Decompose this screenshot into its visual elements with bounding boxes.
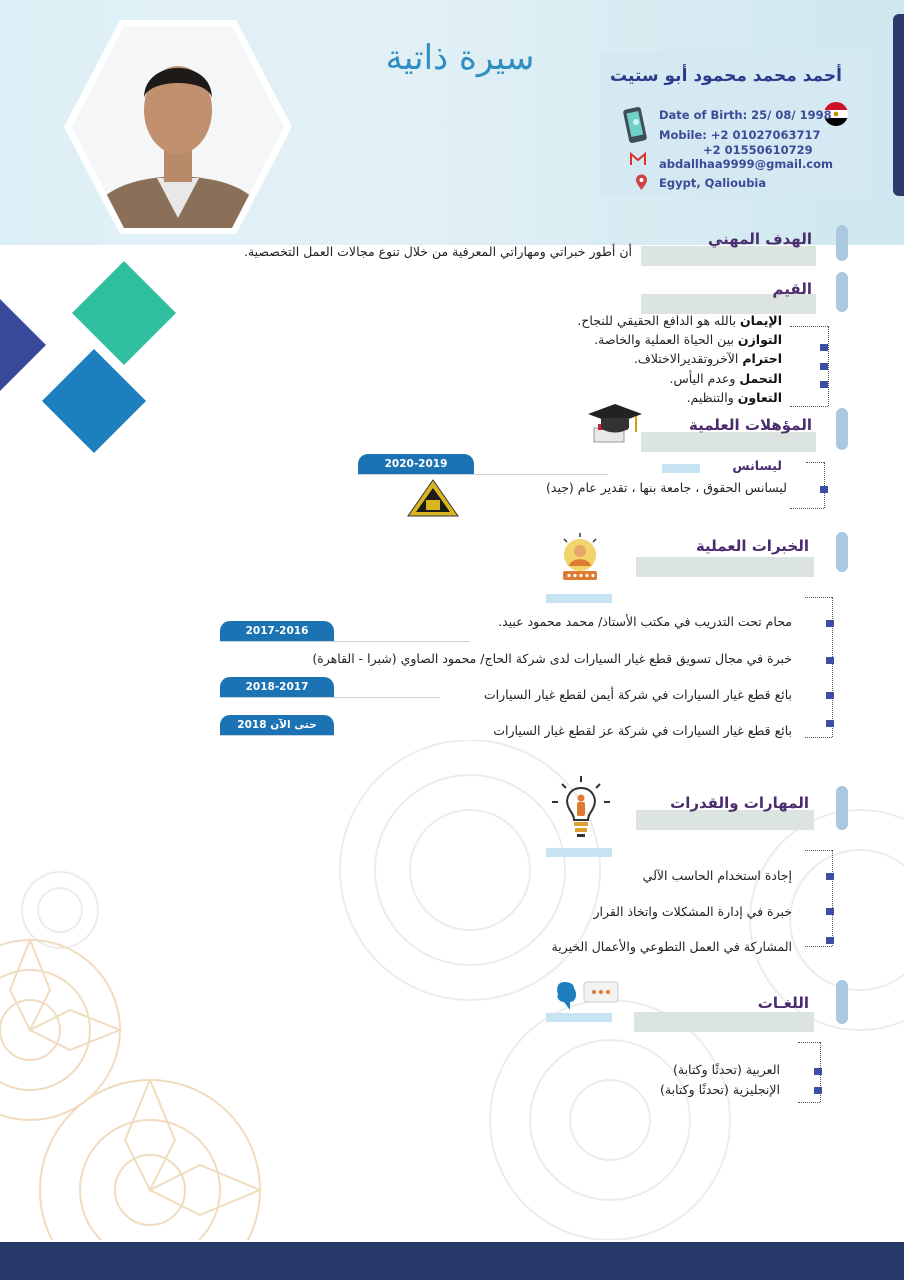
experience-item: بائع قطع غيار السيارات في شركة أيمن لقطع غيار السيارات bbox=[483, 687, 792, 702]
values-marker bbox=[836, 272, 848, 312]
footer-band bbox=[0, 1242, 904, 1280]
languages-marker bbox=[836, 980, 848, 1024]
experience-heading-bar bbox=[636, 557, 814, 577]
phone-icon bbox=[620, 107, 650, 145]
location-pin-icon bbox=[635, 174, 648, 191]
values-timeline-top bbox=[790, 326, 828, 327]
graduation-cap-icon bbox=[586, 404, 644, 446]
experience-item: خبرة في مجال تسويق قطع غيار السيارات لدى شركة الحاج/ محمود الصاوي (شبرا - القاهرة) bbox=[312, 651, 792, 666]
education-year-badge: 2020-2019 bbox=[358, 454, 474, 474]
experience-badge-line bbox=[220, 641, 470, 642]
values-timeline-bottom bbox=[790, 406, 828, 407]
experience-bullet bbox=[826, 657, 834, 664]
education-timeline bbox=[824, 462, 825, 508]
language-item: الإنجليزية (تحدثًا وكتابة) bbox=[660, 1082, 780, 1097]
languages-sub-bar bbox=[546, 1013, 612, 1022]
university-logo-icon bbox=[406, 478, 460, 518]
value-bullet bbox=[820, 381, 828, 388]
decorative-diamonds bbox=[0, 255, 190, 515]
cv-title: سيرة ذاتية bbox=[385, 38, 535, 78]
languages-heading-bar bbox=[634, 1012, 814, 1032]
objective-heading-bar bbox=[641, 246, 816, 266]
skill-item: إجادة استخدام الحاسب الآلي bbox=[642, 868, 792, 883]
value-item: التحمل وعدم اليأس. bbox=[669, 371, 782, 386]
education-degree: ليسانس bbox=[732, 458, 782, 473]
value-bullet bbox=[820, 363, 828, 370]
skills-marker bbox=[836, 786, 848, 830]
objective-text: أن أطور خبراتي ومهاراتي المعرفية من خلال تنوع مجالات العمل التخصصية. bbox=[243, 244, 632, 259]
skills-timeline-bottom bbox=[805, 946, 832, 947]
education-detail: ليسانس الحقوق ، جامعة بنها ، تقدير عام (جيد) bbox=[546, 480, 787, 495]
experience-timeline-bottom bbox=[805, 737, 832, 738]
experience-year-badge: 2017-2016 bbox=[220, 621, 334, 641]
experience-bullet bbox=[826, 620, 834, 627]
objective-title: الهدف المهني bbox=[707, 230, 812, 248]
language-bullet bbox=[814, 1087, 822, 1094]
header-edge-accent bbox=[893, 14, 904, 196]
experience-bullet bbox=[826, 692, 834, 699]
value-item: التعاون والتنظيم. bbox=[686, 390, 782, 405]
value-item: التوازن بين الحياة العملية والخاصة. bbox=[594, 332, 782, 347]
person-name: أحمد محمد محمود أبو ستيت bbox=[610, 66, 842, 86]
email-link[interactable]: abdallhaa9999@gmail.com bbox=[659, 157, 834, 171]
experience-item: بائع قطع غيار السيارات في شركة عز لقطع غيار السيارات bbox=[493, 723, 792, 738]
skill-bullet bbox=[826, 937, 834, 944]
mail-icon bbox=[630, 152, 646, 166]
experience-title: الخبرات العملية bbox=[695, 537, 809, 555]
languages-timeline-top bbox=[798, 1042, 820, 1043]
experience-badge-line bbox=[220, 735, 334, 736]
skills-timeline bbox=[832, 850, 833, 946]
values-timeline bbox=[828, 326, 829, 406]
education-timeline-top bbox=[806, 462, 824, 463]
lightbulb-person-icon bbox=[550, 776, 612, 840]
objective-marker bbox=[836, 225, 848, 261]
skills-heading-bar bbox=[636, 810, 814, 830]
skill-bullet bbox=[826, 908, 834, 915]
skills-timeline-top bbox=[805, 850, 832, 851]
language-item: العربية (تحدثًا وكتابة) bbox=[672, 1062, 780, 1077]
skill-item: المشاركة في العمل التطوعي والأعمال الخيرية bbox=[551, 939, 792, 954]
education-title: المؤهلات العلمية bbox=[689, 416, 812, 434]
experience-item: محام تحت التدريب في مكتب الأستاذ/ محمد محمود عبيد. bbox=[498, 614, 792, 629]
values-title: القيم bbox=[772, 280, 812, 298]
education-bullet bbox=[820, 486, 828, 493]
experience-timeline-top bbox=[805, 597, 832, 598]
speech-bubble-icon bbox=[554, 976, 620, 1014]
skills-sub-bar bbox=[546, 848, 612, 857]
experience-year-badge: 2018-2017 bbox=[220, 677, 334, 697]
mobile-number-2: +2 01550610729 bbox=[703, 143, 813, 157]
education-heading-bar bbox=[641, 432, 816, 452]
education-marker bbox=[836, 408, 848, 450]
skills-title: المهارات والقدرات bbox=[670, 794, 809, 812]
languages-title: اللغـات bbox=[757, 994, 809, 1012]
location: Egypt, Qalioubia bbox=[659, 176, 767, 190]
education-degree-bar bbox=[662, 464, 700, 473]
mobile-number-1: Mobile: +2 01027063717 bbox=[659, 128, 821, 142]
skill-bullet bbox=[826, 873, 834, 880]
education-timeline-bottom bbox=[790, 508, 824, 509]
value-item: الإيمان بالله هو الدافع الحقيقي للنجاح. bbox=[577, 313, 782, 328]
languages-timeline-bottom bbox=[798, 1102, 820, 1103]
experience-bullet bbox=[826, 720, 834, 727]
profile-photo bbox=[62, 18, 294, 236]
date-of-birth: Date of Birth: 25/ 08/ 1998 bbox=[659, 108, 832, 122]
skill-item: خبرة في إدارة المشكلات واتخاذ القرار bbox=[593, 904, 792, 919]
experience-timeline bbox=[832, 597, 833, 737]
employee-rating-icon bbox=[555, 533, 605, 585]
experience-marker bbox=[836, 532, 848, 572]
experience-year-badge: 2018 حتى الآن bbox=[220, 715, 334, 735]
value-bullet bbox=[820, 344, 828, 351]
education-badge-line bbox=[358, 474, 608, 475]
experience-sub-bar bbox=[546, 594, 612, 603]
language-bullet bbox=[814, 1068, 822, 1075]
value-item: احترام الآخروتقديرالاختلاف. bbox=[633, 351, 782, 366]
